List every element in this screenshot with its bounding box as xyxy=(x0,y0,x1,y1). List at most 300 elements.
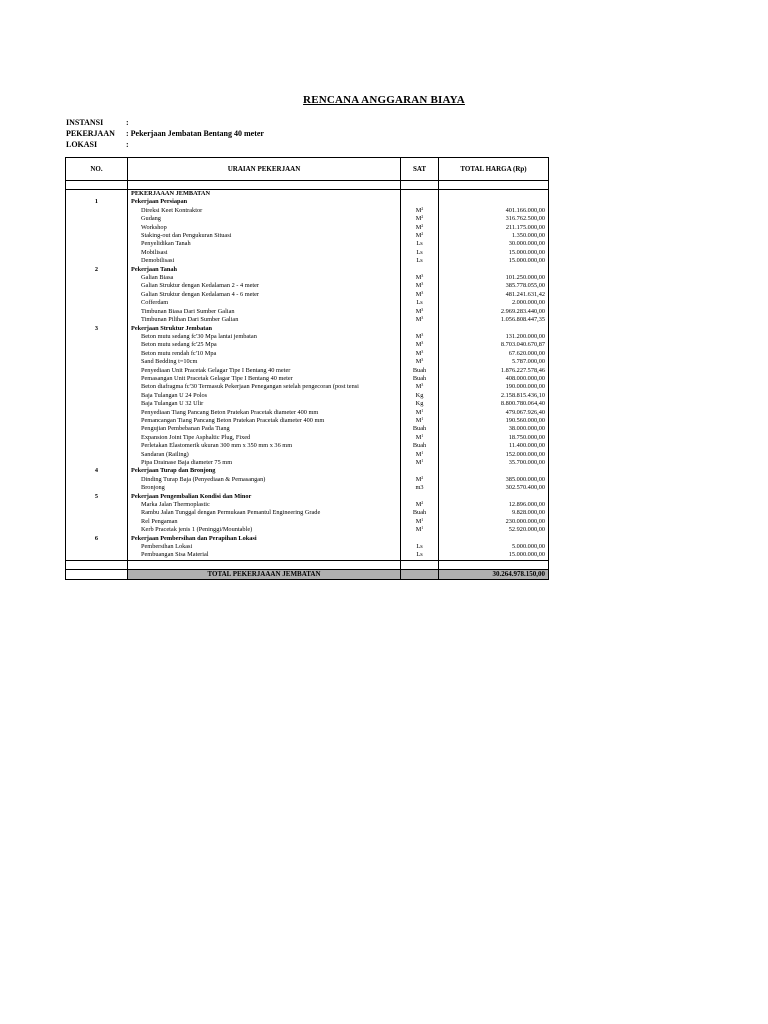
empty-cell xyxy=(66,224,128,232)
empty-cell xyxy=(439,190,549,199)
item-price: 30.000.000,00 xyxy=(439,240,549,248)
item-description: Staking-out dan Pengukuran Situasi xyxy=(128,232,401,240)
empty-cell xyxy=(439,467,549,475)
item-description: Expansion Joint Tipe Asphaltic Plug, Fixed xyxy=(128,434,401,442)
unit-exponent: 2 xyxy=(421,501,424,506)
empty-cell xyxy=(66,350,128,358)
table-row xyxy=(66,484,549,492)
table-row xyxy=(66,350,549,358)
unit-exponent: 3 xyxy=(421,290,424,295)
item-unit xyxy=(401,308,439,316)
empty-cell xyxy=(66,215,128,223)
table-body xyxy=(66,181,549,580)
empty-cell xyxy=(66,543,128,551)
empty-cell xyxy=(66,484,128,492)
item-price: 5.787.000,00 xyxy=(439,358,549,366)
empty-cell xyxy=(66,526,128,534)
unit-exponent: 3 xyxy=(421,349,424,354)
section-number: 4 xyxy=(66,467,128,475)
item-description: Penyediaan Tiang Pancang Beton Pratekan Pracetak diameter 400 mm xyxy=(128,409,401,417)
item-unit xyxy=(401,341,439,349)
spacer-row xyxy=(66,560,549,569)
empty-cell xyxy=(439,493,549,501)
table-row xyxy=(66,476,549,484)
item-description: Timbunan Biasa Dari Sumber Galian xyxy=(128,308,401,316)
meta-lokasi xyxy=(66,140,129,149)
empty-cell xyxy=(401,560,439,569)
item-description: Baja Tulangan U 24 Polos xyxy=(128,392,401,400)
table-row xyxy=(66,215,549,223)
item-description: Pembuangan Sisa Material xyxy=(128,551,401,560)
empty-cell xyxy=(128,560,401,569)
table-row xyxy=(66,392,549,400)
table-row xyxy=(66,282,549,290)
empty-cell xyxy=(66,358,128,366)
item-description: Dinding Turap Baja (Penyediaan & Pemasangan) xyxy=(128,476,401,484)
unit-text: M xyxy=(415,450,422,458)
item-description: Kerb Pracetak jenis 1 (Peninggi/Mountable) xyxy=(128,526,401,534)
meta-pekerjaan xyxy=(66,129,264,138)
unit-text: M xyxy=(415,416,422,424)
item-price: 8.800.780.064,40 xyxy=(439,400,549,408)
unit-text: M xyxy=(415,232,422,240)
table-row xyxy=(66,341,549,349)
item-price: 1.876.227.578,46 xyxy=(439,367,549,375)
item-unit xyxy=(401,249,439,257)
unit-text: M xyxy=(415,408,422,416)
header-uraian: URAIAN PEKERJAAN xyxy=(128,158,401,181)
empty-cell xyxy=(66,501,128,509)
empty-cell xyxy=(66,249,128,257)
section-row xyxy=(66,325,549,333)
item-unit xyxy=(401,316,439,324)
empty-cell xyxy=(66,560,128,569)
unit-text: M xyxy=(415,307,422,315)
item-price: 152.000.000,00 xyxy=(439,451,549,459)
table-row xyxy=(66,551,549,560)
empty-cell xyxy=(401,493,439,501)
section-row xyxy=(66,467,549,475)
item-price: 8.703.040.670,87 xyxy=(439,341,549,349)
item-unit xyxy=(401,451,439,459)
item-unit xyxy=(401,367,439,375)
unit-exponent: 1 xyxy=(421,450,424,455)
item-price: 101.250.000,00 xyxy=(439,274,549,282)
table-row xyxy=(66,518,549,526)
unit-exponent: 3 xyxy=(421,332,424,337)
empty-cell xyxy=(66,316,128,324)
item-unit xyxy=(401,509,439,517)
empty-cell xyxy=(66,425,128,433)
empty-cell xyxy=(66,232,128,240)
section-name: Pekerjaan Persiapan xyxy=(128,198,401,206)
empty-cell xyxy=(66,375,128,383)
empty-cell xyxy=(66,333,128,341)
unit-text: M xyxy=(415,332,422,340)
table-row xyxy=(66,257,549,265)
table-row xyxy=(66,224,549,232)
empty-cell xyxy=(66,181,128,190)
empty-cell xyxy=(439,535,549,543)
empty-cell xyxy=(66,274,128,282)
unit-exponent: 3 xyxy=(421,282,424,287)
item-price: 38.000.000,00 xyxy=(439,425,549,433)
item-price: 190.560.000,00 xyxy=(439,417,549,425)
item-unit xyxy=(401,459,439,467)
item-price: 131.200.000,00 xyxy=(439,333,549,341)
item-description: Beton diafragma fc'30 Termasuk Pekerjaan Penegangan setelah pengecoran (post tensi xyxy=(128,383,401,391)
unit-text: m3 xyxy=(415,484,424,492)
section-row xyxy=(66,535,549,543)
section-name: Pekerjaan Tanah xyxy=(128,266,401,274)
unit-exponent: 1 xyxy=(421,526,424,531)
item-description: Timbunan Pilihan Dari Sumber Galian xyxy=(128,316,401,324)
empty-cell xyxy=(439,181,549,190)
empty-cell xyxy=(66,476,128,484)
section-name: Pekerjaan Pengembalian Kondisi dan Minor xyxy=(128,493,401,501)
empty-cell xyxy=(66,190,128,199)
section-row xyxy=(66,266,549,274)
table-row xyxy=(66,434,549,442)
item-price: 302.570.400,00 xyxy=(439,484,549,492)
unit-text: Ls xyxy=(416,257,423,265)
unit-text: M xyxy=(415,341,422,349)
empty-cell xyxy=(66,518,128,526)
item-price: 35.700.000,00 xyxy=(439,459,549,467)
section-number: 1 xyxy=(66,198,128,206)
unit-text: M xyxy=(415,290,422,298)
section-row xyxy=(66,198,549,206)
unit-text: Ls xyxy=(416,299,423,307)
section-number: 2 xyxy=(66,266,128,274)
unit-text: M xyxy=(415,358,422,366)
unit-text: M xyxy=(415,223,422,231)
unit-exponent: 1 xyxy=(421,517,424,522)
unit-text: Buah xyxy=(412,366,427,374)
item-unit xyxy=(401,291,439,299)
unit-exponent: 3 xyxy=(421,316,424,321)
section-name: Pekerjaan Struktur Jembatan xyxy=(128,325,401,333)
group-row xyxy=(66,190,549,199)
empty-cell xyxy=(439,560,549,569)
item-unit xyxy=(401,350,439,358)
table-row xyxy=(66,333,549,341)
item-unit xyxy=(401,409,439,417)
item-unit xyxy=(401,442,439,450)
unit-text: M xyxy=(415,349,422,357)
unit-text: Kg xyxy=(415,400,424,408)
meta-label: PEKERJAAN xyxy=(66,129,115,138)
item-unit xyxy=(401,400,439,408)
unit-text: Ls xyxy=(416,248,423,256)
item-unit xyxy=(401,417,439,425)
table-row xyxy=(66,367,549,375)
item-unit xyxy=(401,333,439,341)
unit-text: M xyxy=(415,501,422,509)
header-harga: TOTAL HARGA (Rp) xyxy=(439,158,549,181)
total-value: 30.264.978.150,00 xyxy=(439,569,549,579)
item-description: Gudang xyxy=(128,215,401,223)
item-description: Beton mutu sedang fc'25 Mpa xyxy=(128,341,401,349)
item-price: 2.158.815.436,10 xyxy=(439,392,549,400)
unit-text: M xyxy=(415,475,422,483)
item-price: 18.750.000,00 xyxy=(439,434,549,442)
item-description: Bronjong xyxy=(128,484,401,492)
table-row xyxy=(66,400,549,408)
meta-value: : xyxy=(126,118,129,127)
item-description: Galian Struktur dengan Kedalaman 4 - 6 meter xyxy=(128,291,401,299)
section-number: 6 xyxy=(66,535,128,543)
item-price: 11.400.000,00 xyxy=(439,442,549,450)
unit-text: Buah xyxy=(412,509,427,517)
item-price: 401.166.000,00 xyxy=(439,207,549,215)
unit-exponent: 1 xyxy=(421,433,424,438)
empty-cell xyxy=(66,240,128,248)
empty-cell xyxy=(401,325,439,333)
empty-cell xyxy=(66,417,128,425)
spacer-row xyxy=(66,181,549,190)
item-description: Pengujian Pembebanan Pada Tiang xyxy=(128,425,401,433)
item-description: Sand Bedding t=10cm xyxy=(128,358,401,366)
item-unit xyxy=(401,526,439,534)
item-description: Pipa Drainase Baja diameter 75 mm xyxy=(128,459,401,467)
unit-text: M xyxy=(415,383,422,391)
empty-cell xyxy=(401,190,439,199)
empty-cell xyxy=(66,341,128,349)
empty-cell xyxy=(401,467,439,475)
table-row xyxy=(66,543,549,551)
item-price: 15.000.000,00 xyxy=(439,249,549,257)
item-unit xyxy=(401,257,439,265)
item-unit xyxy=(401,392,439,400)
unit-text: Buah xyxy=(412,425,427,433)
item-price: 1.056.808.447,35 xyxy=(439,316,549,324)
item-price: 479.067.926,40 xyxy=(439,409,549,417)
item-price: 385.000.000,00 xyxy=(439,476,549,484)
empty-cell xyxy=(66,383,128,391)
unit-exponent: 3 xyxy=(421,383,424,388)
item-unit xyxy=(401,232,439,240)
unit-exponent: 3 xyxy=(421,341,424,346)
item-price: 15.000.000,00 xyxy=(439,257,549,265)
total-row xyxy=(66,569,549,579)
item-unit xyxy=(401,425,439,433)
empty-cell xyxy=(66,257,128,265)
item-description: Baja Tulangan U 32 Ulir xyxy=(128,400,401,408)
unit-text: Buah xyxy=(412,442,427,450)
empty-cell xyxy=(401,266,439,274)
empty-cell xyxy=(66,442,128,450)
item-unit xyxy=(401,215,439,223)
item-description: Mobilisasi xyxy=(128,249,401,257)
unit-text: Ls xyxy=(416,543,423,551)
unit-exponent: 3 xyxy=(421,358,424,363)
unit-text: M xyxy=(415,459,422,466)
unit-text: M xyxy=(415,517,422,525)
item-description: Cofferdam xyxy=(128,299,401,307)
unit-text: M xyxy=(415,316,422,324)
unit-exponent: 2 xyxy=(421,475,424,480)
total-label: TOTAL PEKERJAAAN JEMBATAN xyxy=(128,569,401,579)
table-row xyxy=(66,442,549,450)
header-sat: SAT xyxy=(401,158,439,181)
unit-text: M xyxy=(415,282,422,290)
table-row xyxy=(66,308,549,316)
table-row xyxy=(66,451,549,459)
unit-text: M xyxy=(415,206,422,214)
item-unit xyxy=(401,358,439,366)
item-price: 230.000.000,00 xyxy=(439,518,549,526)
item-description: Direksi Keet Kontraktor xyxy=(128,207,401,215)
empty-cell xyxy=(66,207,128,215)
table-row xyxy=(66,232,549,240)
table-row xyxy=(66,501,549,509)
item-price: 2.000.000,00 xyxy=(439,299,549,307)
meta-value: : xyxy=(126,140,129,149)
table-row xyxy=(66,459,549,467)
unit-text: Buah xyxy=(412,374,427,382)
item-price: 316.762.500,00 xyxy=(439,215,549,223)
table-header-row xyxy=(66,158,549,181)
item-unit xyxy=(401,484,439,492)
empty-cell xyxy=(401,535,439,543)
empty-cell xyxy=(66,551,128,560)
table-row xyxy=(66,274,549,282)
empty-cell xyxy=(66,409,128,417)
table-row xyxy=(66,526,549,534)
item-unit xyxy=(401,207,439,215)
empty-cell xyxy=(439,325,549,333)
unit-exponent: 1 xyxy=(421,416,424,421)
item-unit xyxy=(401,434,439,442)
page-title: RENCANA ANGGARAN BIAYA xyxy=(303,94,465,106)
table-row xyxy=(66,249,549,257)
empty-cell xyxy=(66,509,128,517)
empty-cell xyxy=(401,198,439,206)
item-price: 12.896.000,00 xyxy=(439,501,549,509)
item-description: Rambu Jalan Tunggal dengan Permukaan Pemantul Engineering Grade xyxy=(128,509,401,517)
item-description: Marka Jalan Thermoplastic xyxy=(128,501,401,509)
item-description: Rel Pengaman xyxy=(128,518,401,526)
meta-instansi xyxy=(66,118,129,127)
item-price: 211.175.000,00 xyxy=(439,224,549,232)
section-row xyxy=(66,493,549,501)
empty-cell xyxy=(66,291,128,299)
empty-cell xyxy=(128,181,401,190)
unit-text: Kg xyxy=(415,391,424,399)
unit-text: Ls xyxy=(416,551,423,559)
empty-cell xyxy=(66,459,128,467)
item-price: 52.920.000,00 xyxy=(439,526,549,534)
item-unit xyxy=(401,543,439,551)
unit-text: Ls xyxy=(416,240,423,248)
empty-cell xyxy=(66,367,128,375)
item-unit xyxy=(401,501,439,509)
unit-exponent: 2 xyxy=(421,215,424,220)
table-row xyxy=(66,375,549,383)
item-description: Penyelidikan Tanah xyxy=(128,240,401,248)
item-unit xyxy=(401,518,439,526)
empty-cell xyxy=(66,569,128,579)
item-unit xyxy=(401,274,439,282)
unit-exponent: 1 xyxy=(421,459,424,463)
item-price: 481.241.631,42 xyxy=(439,291,549,299)
item-price: 385.778.055,00 xyxy=(439,282,549,290)
table-row xyxy=(66,299,549,307)
item-price: 190.000.000,00 xyxy=(439,383,549,391)
item-unit xyxy=(401,240,439,248)
empty-cell xyxy=(66,434,128,442)
empty-cell xyxy=(66,282,128,290)
item-unit xyxy=(401,224,439,232)
table-row xyxy=(66,207,549,215)
unit-exponent: 2 xyxy=(421,232,424,237)
item-description: Beton mutu sedang fc'30 Mpa lantai jembatan xyxy=(128,333,401,341)
budget-table xyxy=(65,157,549,580)
empty-cell xyxy=(66,308,128,316)
item-unit xyxy=(401,383,439,391)
unit-exponent: 2 xyxy=(421,223,424,228)
table-row xyxy=(66,316,549,324)
item-description: Demobilisasi xyxy=(128,257,401,265)
table-row xyxy=(66,409,549,417)
meta-label: INSTANSI xyxy=(66,118,104,127)
section-name: Pekerjaan Turap dan Bronjong xyxy=(128,467,401,475)
item-description: Galian Struktur dengan Kedalaman 2 - 4 meter xyxy=(128,282,401,290)
section-number: 5 xyxy=(66,493,128,501)
empty-cell xyxy=(439,266,549,274)
item-unit xyxy=(401,375,439,383)
table-row xyxy=(66,358,549,366)
unit-exponent: 2 xyxy=(421,206,424,211)
empty-cell xyxy=(439,198,549,206)
unit-exponent: 3 xyxy=(421,307,424,312)
empty-cell xyxy=(401,181,439,190)
section-number: 3 xyxy=(66,325,128,333)
unit-exponent: 1 xyxy=(421,408,424,413)
item-unit xyxy=(401,551,439,560)
table-row xyxy=(66,383,549,391)
table-row xyxy=(66,509,549,517)
empty-cell xyxy=(66,451,128,459)
item-price: 2.969.283.440,00 xyxy=(439,308,549,316)
table-row xyxy=(66,425,549,433)
section-name: Pekerjaan Pembersihan dan Perapihan Lokasi xyxy=(128,535,401,543)
item-unit xyxy=(401,476,439,484)
unit-text: M xyxy=(415,526,422,534)
header-no: NO. xyxy=(66,158,128,181)
unit-text: M xyxy=(415,215,422,223)
item-description: Pemasangan Unit Pracetak Gelagar Tipe I Bentang 40 meter xyxy=(128,375,401,383)
empty-cell xyxy=(401,569,439,579)
item-description: Perletakan Elastomerik ukuran 300 mm x 350 mm x 36 mm xyxy=(128,442,401,450)
item-description: Sandaran (Railing) xyxy=(128,451,401,459)
group-title: PEKERJAAAN JEMBATAN xyxy=(128,190,401,199)
item-unit xyxy=(401,299,439,307)
unit-exponent: 3 xyxy=(421,274,424,279)
empty-cell xyxy=(66,392,128,400)
item-unit xyxy=(401,282,439,290)
item-price: 67.620.000,00 xyxy=(439,350,549,358)
item-price: 1.350.000,00 xyxy=(439,232,549,240)
meta-value: : Pekerjaan Jembatan Bentang 40 meter xyxy=(126,129,264,138)
unit-text: M xyxy=(415,274,422,282)
item-price: 408.000.000,00 xyxy=(439,375,549,383)
item-price: 15.000.000,00 xyxy=(439,551,549,560)
item-description: Pemancangan Tiang Pancang Beton Pratekan Pracetak diameter 400 mm xyxy=(128,417,401,425)
table-row xyxy=(66,240,549,248)
meta-label: LOKASI xyxy=(66,140,98,149)
